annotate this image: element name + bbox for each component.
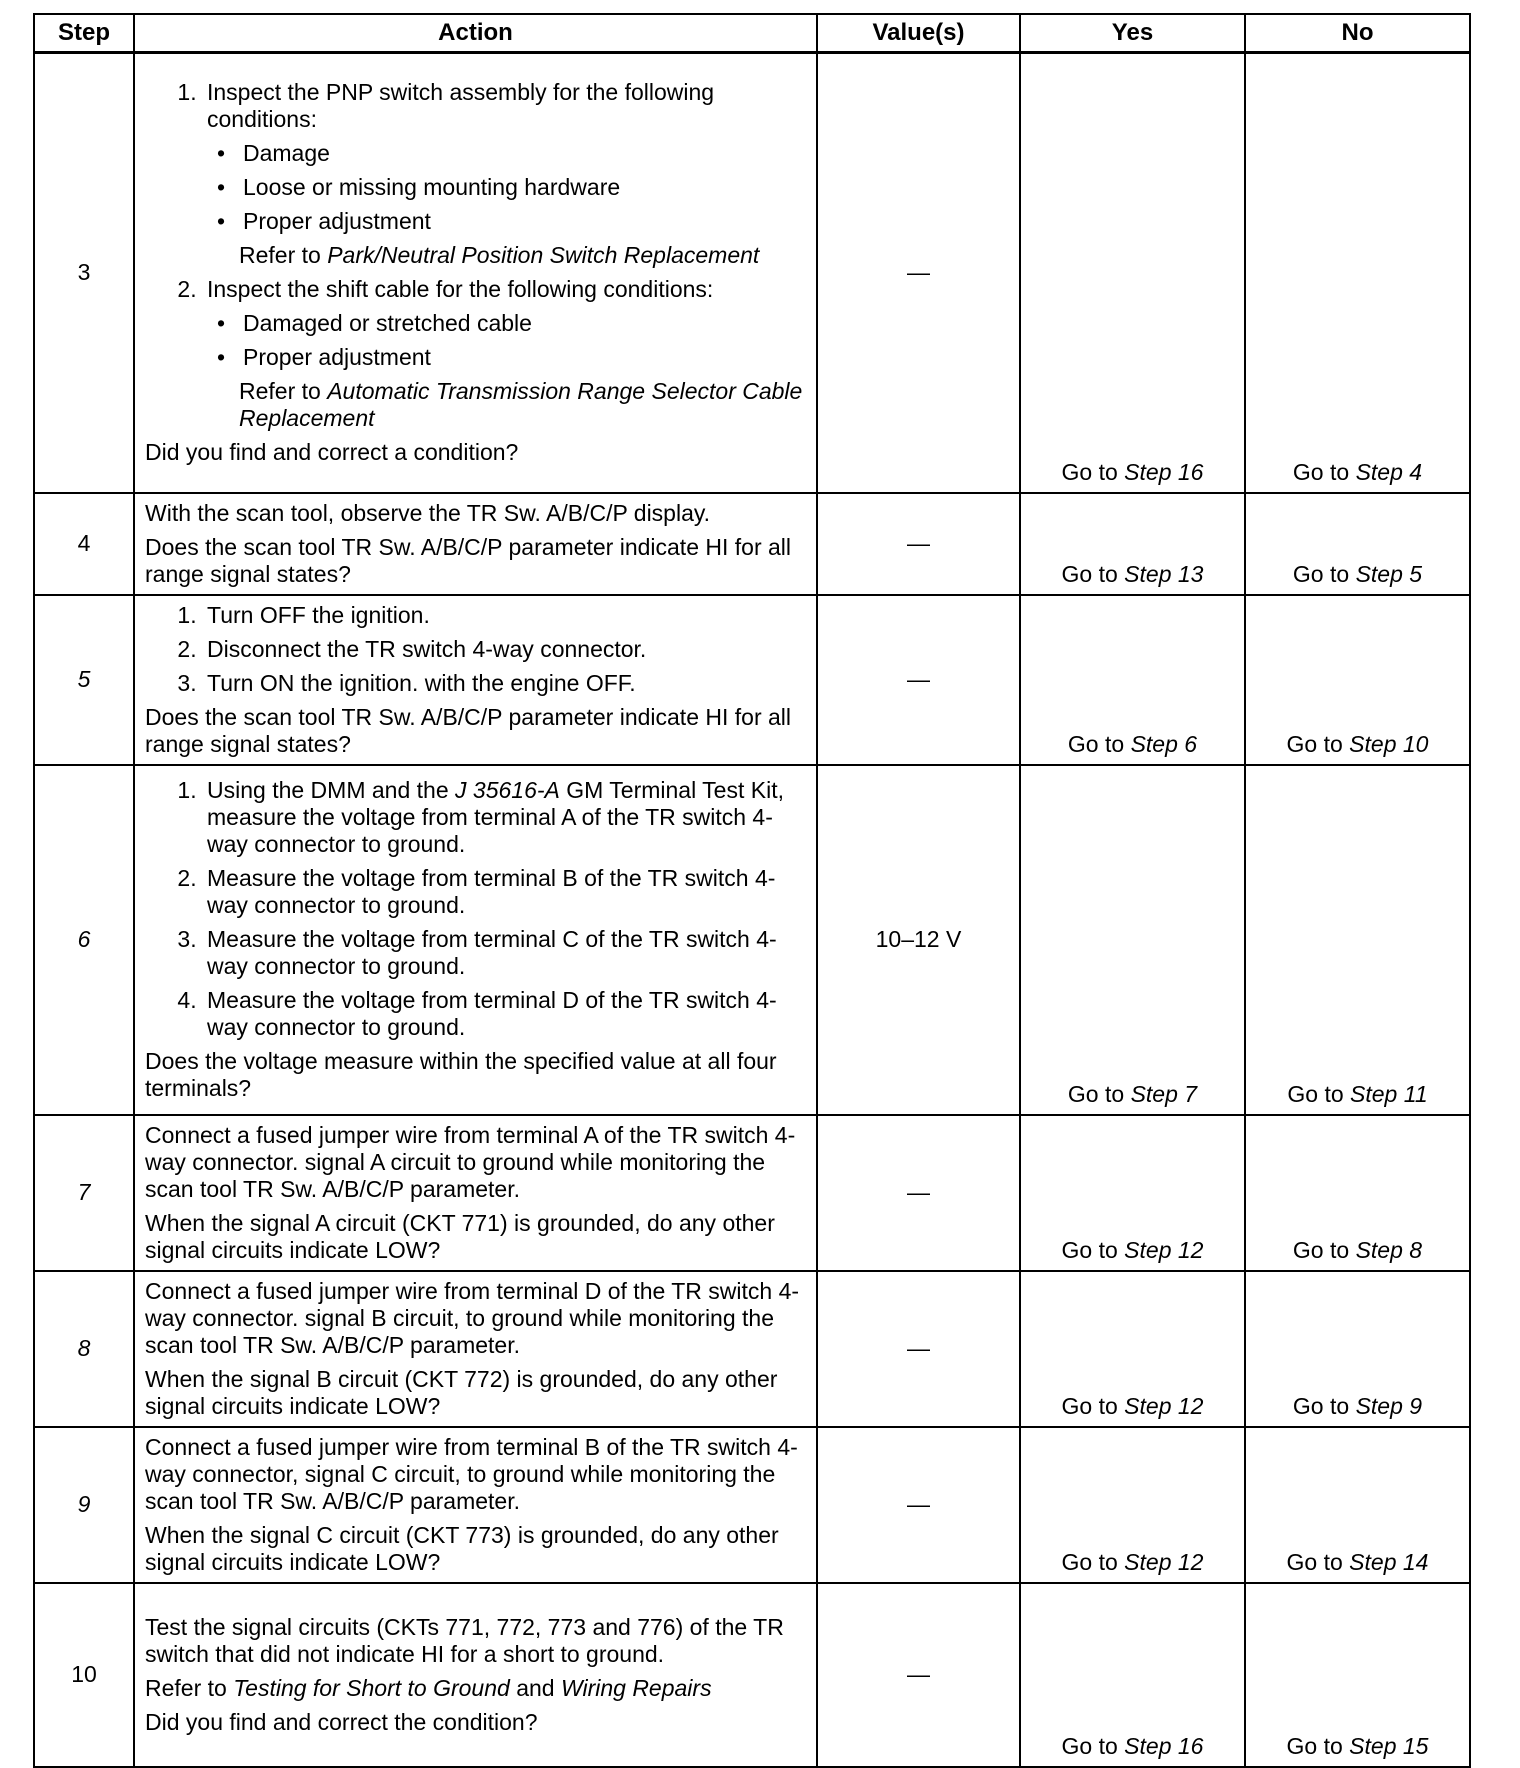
question-text: When the signal C circuit (CKT 773) is grounded, do any other signal circuits indicate LOW? bbox=[145, 1521, 779, 1575]
action-item: 3. Measure the voltage from terminal C of the TR switch 4-way connector to ground. bbox=[203, 926, 806, 980]
question-text: Did you find and correct a condition? bbox=[145, 439, 519, 466]
question-text: Does the scan tool TR Sw. A/B/C/P parameter indicate HI for all range signal states? bbox=[145, 533, 792, 587]
yes-cell: Go to Step 13 bbox=[1020, 493, 1245, 595]
no-cell: Go to Step 9 bbox=[1245, 1271, 1470, 1427]
header-yes: Yes bbox=[1020, 14, 1245, 53]
step-number: 10 bbox=[34, 1583, 134, 1767]
action-item: 1. Using the DMM and the J 35616-A GM Terminal Test Kit, measure the voltage from terminal A of the TR switch 4-way connector to ground. bbox=[203, 777, 806, 858]
no-cell: Go to Step 11 bbox=[1245, 765, 1470, 1115]
bullet-item: • Loose or missing mounting hardware bbox=[239, 174, 806, 201]
bullet-item: • Proper adjustment bbox=[239, 344, 806, 371]
step-number: 4 bbox=[34, 493, 134, 595]
question-text: When the signal A circuit (CKT 771) is grounded, do any other signal circuits indicate LOW? bbox=[145, 1209, 775, 1263]
no-cell: Go to Step 10 bbox=[1245, 595, 1470, 765]
question-text: Did you find and correct the condition? bbox=[145, 1708, 538, 1735]
action-item: 1. Turn OFF the ignition. bbox=[203, 602, 806, 629]
action-cell bbox=[134, 493, 817, 595]
table-row bbox=[34, 1271, 1470, 1427]
action-cell bbox=[134, 1115, 817, 1271]
table-row bbox=[34, 1115, 1470, 1271]
yes-cell: Go to Step 7 bbox=[1020, 765, 1245, 1115]
table-header-row bbox=[34, 14, 1470, 53]
action-cell bbox=[134, 595, 817, 765]
bullet-item: • Damaged or stretched cable bbox=[239, 310, 806, 337]
action-item: 4. Measure the voltage from terminal D of the TR switch 4-way connector to ground. bbox=[203, 987, 806, 1041]
question-text: Does the voltage measure within the specified value at all four terminals? bbox=[145, 1048, 777, 1101]
bullet-item: • Proper adjustment bbox=[239, 208, 806, 235]
table-row bbox=[34, 595, 1470, 765]
action-cell bbox=[134, 53, 817, 493]
diagnostic-table bbox=[33, 13, 1471, 1768]
value-cell: — bbox=[817, 1115, 1020, 1271]
header-no: No bbox=[1245, 14, 1470, 53]
no-cell: Go to Step 4 bbox=[1245, 53, 1470, 493]
action-item: 2. Inspect the shift cable for the following conditions: • Damaged or stretched cable • Proper adjustment Refer to Automatic Transmission Range Selector Cable Replacement bbox=[203, 276, 806, 432]
value-cell: — bbox=[817, 53, 1020, 493]
step-number: 6 bbox=[34, 765, 134, 1115]
value-cell: — bbox=[817, 1271, 1020, 1427]
value-cell: — bbox=[817, 595, 1020, 765]
step-number: 5 bbox=[34, 595, 134, 765]
bullet-item: • Damage bbox=[239, 140, 806, 167]
value-cell: — bbox=[817, 1583, 1020, 1767]
header-step: Step bbox=[34, 14, 134, 53]
action-text: Connect a fused jumper wire from terminal A of the TR switch 4-way connector. signal A circuit to ground while monitoring the scan tool TR Sw. A/B/C/P parameter. bbox=[145, 1121, 796, 1202]
question-text: When the signal B circuit (CKT 772) is grounded, do any other signal circuits indicate LOW? bbox=[145, 1365, 778, 1419]
value-cell: — bbox=[817, 1427, 1020, 1583]
action-text: Test the signal circuits (CKTs 771, 772, 773 and 776) of the TR switch that did not indicate HI for a short to ground. bbox=[145, 1613, 784, 1667]
action-item: 2. Measure the voltage from terminal B of the TR switch 4-way connector to ground. bbox=[203, 865, 806, 919]
action-item: 2. Disconnect the TR switch 4-way connector. bbox=[203, 636, 806, 663]
step-number: 9 bbox=[34, 1427, 134, 1583]
action-cell bbox=[134, 765, 817, 1115]
action-cell bbox=[134, 1583, 817, 1767]
step-number: 7 bbox=[34, 1115, 134, 1271]
yes-cell: Go to Step 12 bbox=[1020, 1271, 1245, 1427]
table-row bbox=[34, 1583, 1470, 1767]
question-text: Does the scan tool TR Sw. A/B/C/P parameter indicate HI for all range signal states? bbox=[145, 703, 792, 757]
table-row bbox=[34, 765, 1470, 1115]
action-text: Connect a fused jumper wire from terminal D of the TR switch 4-way connector. signal B circuit, to ground while monitoring the scan tool TR Sw. A/B/C/P parameter. bbox=[145, 1277, 800, 1358]
yes-cell: Go to Step 6 bbox=[1020, 595, 1245, 765]
action-text: With the scan tool, observe the TR Sw. A/B/C/P display. bbox=[145, 499, 711, 526]
value-cell: — bbox=[817, 493, 1020, 595]
table-row bbox=[34, 1427, 1470, 1583]
no-cell: Go to Step 14 bbox=[1245, 1427, 1470, 1583]
table-row bbox=[34, 53, 1470, 493]
reference-text: Refer to Testing for Short to Ground and Wiring Repairs bbox=[145, 1674, 712, 1701]
value-cell: 10–12 V bbox=[817, 765, 1020, 1115]
action-cell bbox=[134, 1271, 817, 1427]
action-item: 3. Turn ON the ignition. with the engine OFF. bbox=[203, 670, 806, 697]
yes-cell: Go to Step 16 bbox=[1020, 53, 1245, 493]
table-row bbox=[34, 493, 1470, 595]
yes-cell: Go to Step 16 bbox=[1020, 1583, 1245, 1767]
action-cell bbox=[134, 1427, 817, 1583]
yes-cell: Go to Step 12 bbox=[1020, 1115, 1245, 1271]
no-cell: Go to Step 15 bbox=[1245, 1583, 1470, 1767]
no-cell: Go to Step 5 bbox=[1245, 493, 1470, 595]
header-values: Value(s) bbox=[817, 14, 1020, 53]
header-action: Action bbox=[134, 14, 817, 53]
no-cell: Go to Step 8 bbox=[1245, 1115, 1470, 1271]
yes-cell: Go to Step 12 bbox=[1020, 1427, 1245, 1583]
action-item: 1. Inspect the PNP switch assembly for the following conditions: • Damage • Loose or missing mounting hardware • Proper adjustment Refer to Park/Neutral Position Switch Replacement bbox=[203, 79, 806, 269]
action-text: Connect a fused jumper wire from terminal B of the TR switch 4-way connector, signal C circuit, to ground while monitoring the scan tool TR Sw. A/B/C/P parameter. bbox=[145, 1433, 798, 1514]
step-number: 3 bbox=[34, 53, 134, 493]
reference-text: Refer to Park/Neutral Position Switch Replacement bbox=[239, 242, 760, 269]
step-number: 8 bbox=[34, 1271, 134, 1427]
reference-text: Refer to Automatic Transmission Range Selector Cable Replacement bbox=[239, 378, 803, 432]
